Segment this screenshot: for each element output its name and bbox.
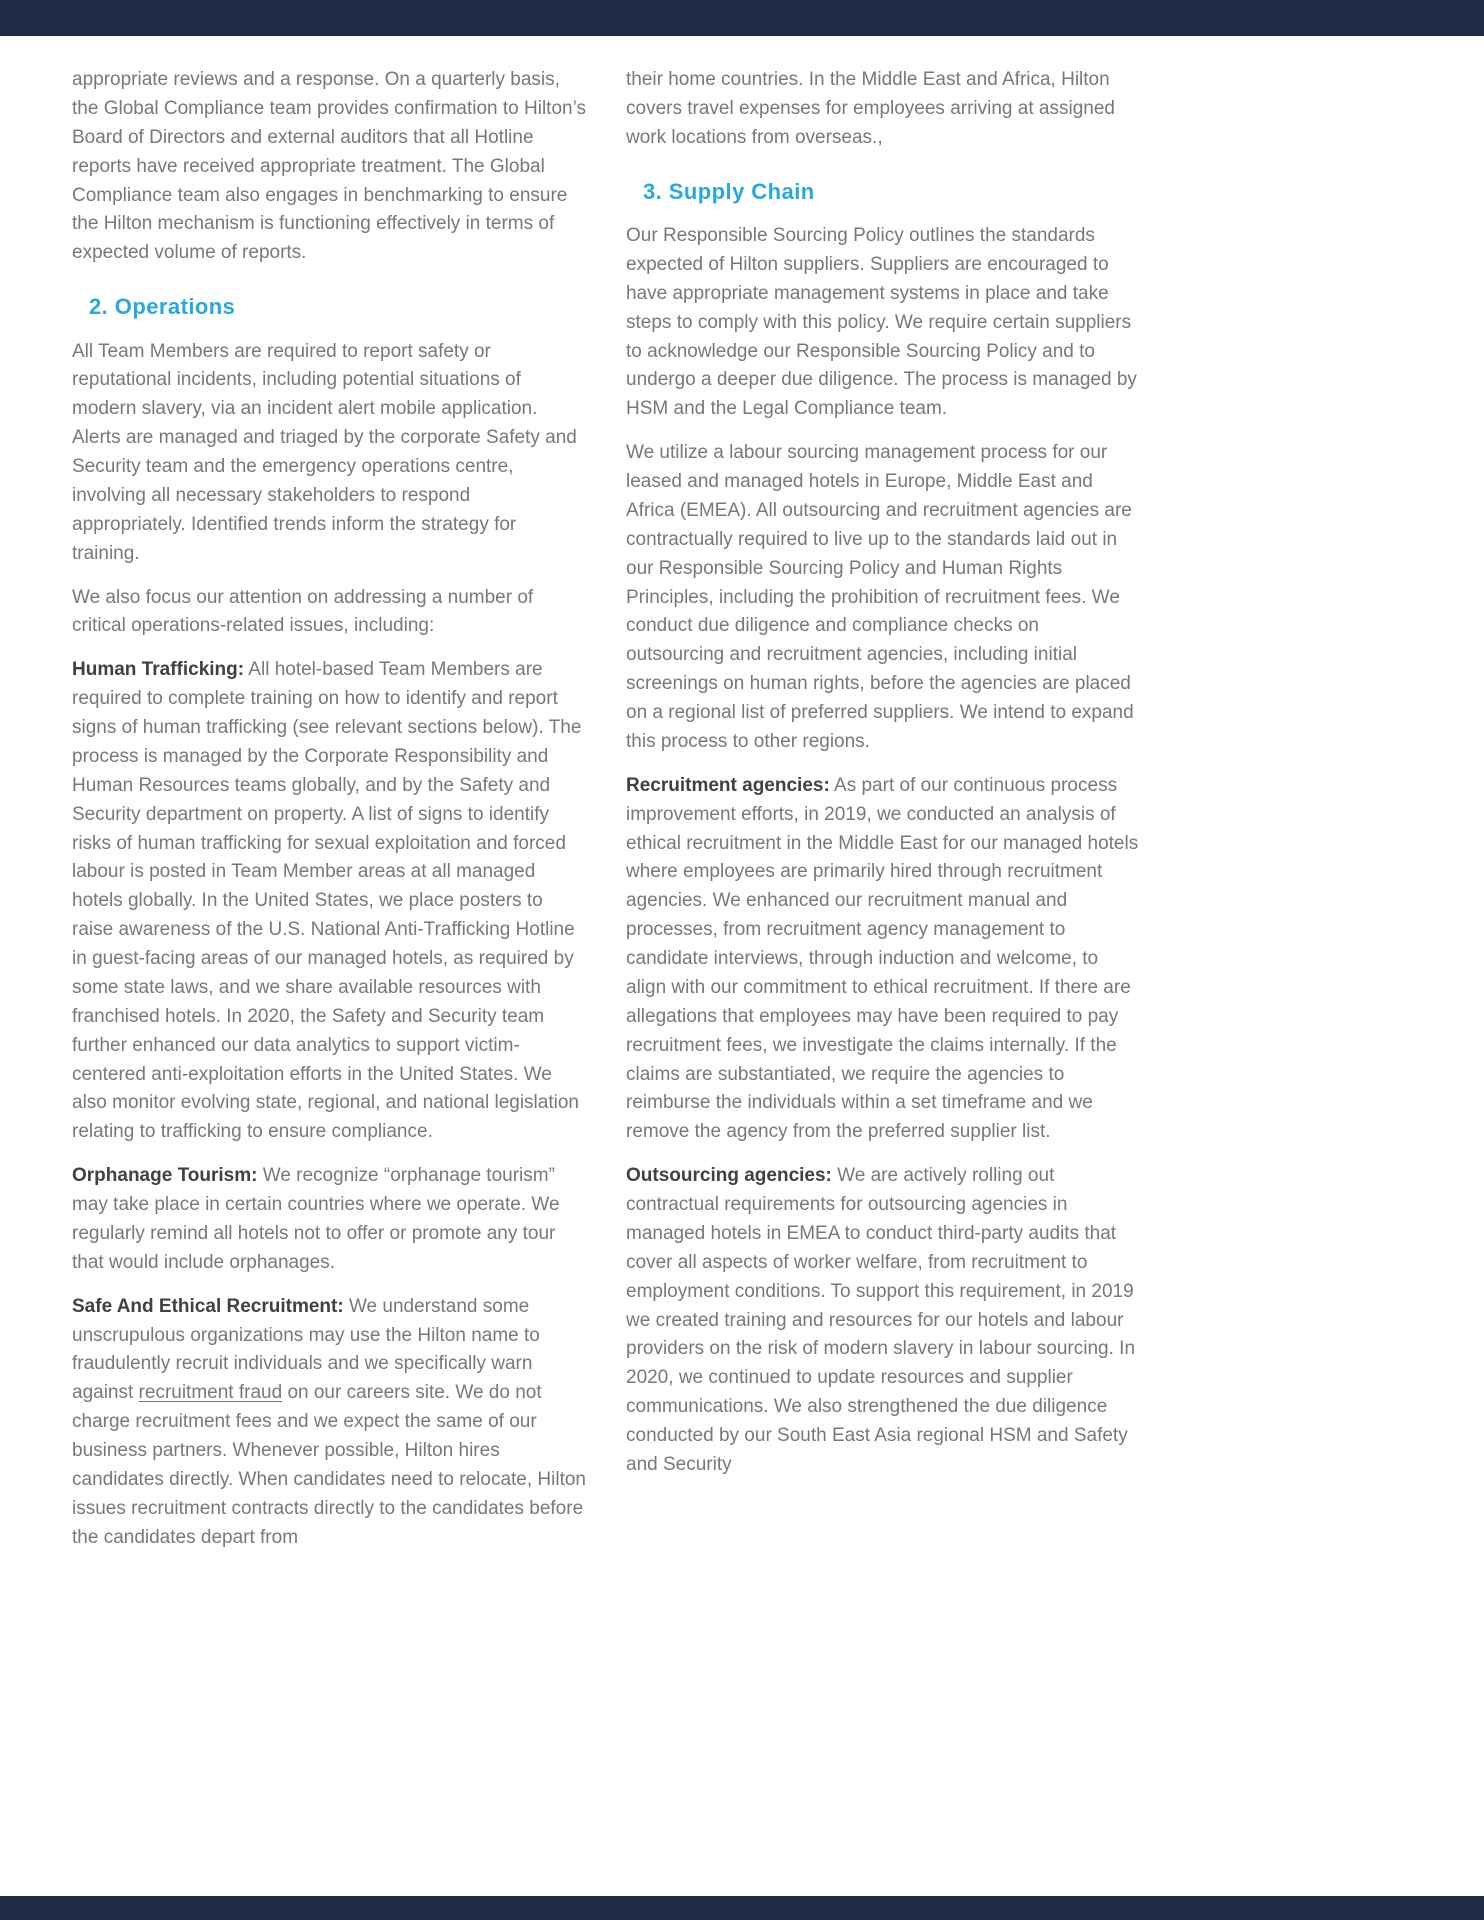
paragraph-supply-chain-1: Our Responsible Sourcing Policy outlines the standards expected of Hilton suppliers. Suppliers are encouraged to have appropriate management systems in place and take steps to comply with this policy. We require certain suppliers to acknowledge our Responsible Sourcing Policy and to undergo a deeper due diligence. The process is managed by HSM and the Legal Compliance team. bbox=[626, 225, 1137, 420]
orphanage-tourism-text: We recognize “orphanage tourism” may take place in certain countries where we operate. We regularly remind all hotels not to offer or promote any tour that would include orphanages. bbox=[72, 1165, 560, 1273]
section-heading-supply-chain: 3. Supply Chain bbox=[643, 178, 815, 204]
paragraph-orphanage-tourism bbox=[72, 1162, 586, 1278]
paragraph-safe-ethical-recruitment bbox=[72, 1293, 586, 1553]
paragraph-recruitment-agencies bbox=[626, 772, 1140, 1147]
outsourcing-agencies-text: We are actively rolling out contractual requirements for outsourcing agencies in managed hotels in EMEA to conduct third-party audits that cover all aspects of worker welfare, from recruitment to employment conditions. To support this requirement, in 2019 we created training and resources for our hotels and labour providers on the risk of modern slavery in labour sourcing. In 2020, we continued to update resources and supplier communications. We also strengthened the due diligence conducted by our South East Asia regional HSM and Safety and Security bbox=[626, 1165, 1136, 1475]
recruitment-agencies-label: Recruitment agencies: bbox=[626, 774, 830, 796]
orphanage-tourism-label: Orphanage Tourism: bbox=[72, 1165, 258, 1187]
paragraph-human-trafficking bbox=[72, 656, 586, 1147]
human-trafficking-label: Human Trafficking: bbox=[72, 659, 245, 681]
recruitment-agencies-text: As part of our continuous process improvement efforts, in 2019, we conducted an analysis of ethical recruitment in the Middle East for our managed hotels where employees are primarily hired through recruitment agencies. We enhanced our recruitment manual and processes, from recruitment agency management to candidate interviews, through induction and welcome, to align with our commitment to ethical recruitment. If there are allegations that employees may have been required to pay recruitment fees, we investigate the claims internally. If the claims are substantiated, we require the agencies to reimburse the individuals within a set timeframe and we remove the agency from the preferred supplier list. bbox=[626, 774, 1139, 1143]
safe-recruitment-text-after-link: on our careers site. We do not charge recruitment fees and we expect the same of our business partners. Whenever possible, Hilton hires candidates directly. When candidates need to relocate, Hilton issues recruitment contracts directly to the candidates before the candidates depart from bbox=[72, 1382, 587, 1548]
paragraph-intro-continuation: appropriate reviews and a response. On a quarterly basis, the Global Compliance team provides confirmation to Hilton’s Board of Directors and external auditors that all Hotline reports have received appropriate treatment. The Global Compliance team also engages in benchmarking to ensure the Hilton mechanism is functioning effectively in terms of expected volume of reports. bbox=[72, 69, 586, 264]
recruitment-fraud-link[interactable]: recruitment fraud bbox=[138, 1382, 283, 1404]
paragraph-outsourcing-agencies bbox=[626, 1162, 1140, 1480]
left-column bbox=[72, 66, 586, 1568]
paragraph-relocation-continuation: their home countries. In the Middle East and Africa, Hilton covers travel expenses for employees arriving at assigned work locations from overseas., bbox=[626, 69, 1115, 148]
paragraph-supply-chain-2: We utilize a labour sourcing management process for our leased and managed hotels in Europe, Middle East and Africa (EMEA). All outsourcing and recruitment agencies are contractually required to live up to the standards laid out in our Responsible Sourcing Policy and Human Rights Principles, including the prohibition of recruitment fees. We conduct due diligence and compliance checks on outsourcing and recruitment agencies, including initial screenings on human rights, before the agencies are placed on a regional list of preferred suppliers. We intend to expand this process to other regions. bbox=[626, 442, 1134, 752]
right-column bbox=[626, 66, 1140, 1568]
human-trafficking-text: All hotel-based Team Members are required to complete training on how to identify and report signs of human trafficking (see relevant sections below). The process is managed by the Corporate Responsibility and Human Resources teams globally, and by the Safety and Security department on property. A list of signs to identify risks of human trafficking for sexual exploitation and forced labour is posted in Team Member areas at all managed hotels globally. In the United States, we place posters to raise awareness of the U.S. National Anti-Trafficking Hotline in guest-facing areas of our managed hotels, as required by some state laws, and we share available resources with franchised hotels. In 2020, the Safety and Security team further enhanced our data analytics to support victim-centered anti-exploitation efforts in the United States. We also monitor evolving state, regional, and national legislation relating to trafficking to ensure compliance. bbox=[72, 659, 582, 1143]
top-banner bbox=[0, 0, 1484, 36]
outsourcing-agencies-label: Outsourcing agencies: bbox=[626, 1165, 832, 1187]
safe-recruitment-label: Safe And Ethical Recruitment: bbox=[72, 1295, 344, 1317]
safe-recruitment-text-before-link: We understand some unscrupulous organizations may use the Hilton name to fraudulently recruit individuals and we specifically warn against bbox=[72, 1295, 540, 1404]
paragraph-operations-2: We also focus our attention on addressing a number of critical operations-related issues, including: bbox=[72, 586, 534, 637]
section-heading-operations: 2. Operations bbox=[89, 294, 236, 320]
bottom-banner bbox=[0, 1896, 1484, 1920]
paragraph-operations-1: All Team Members are required to report safety or reputational incidents, including potential situations of modern slavery, via an incident alert mobile application. Alerts are managed and triaged by the corporate Safety and Security team and the emergency operations centre, involving all necessary stakeholders to respond appropriately. Identified trends inform the strategy for training. bbox=[72, 340, 577, 564]
page-content bbox=[72, 66, 1140, 1568]
